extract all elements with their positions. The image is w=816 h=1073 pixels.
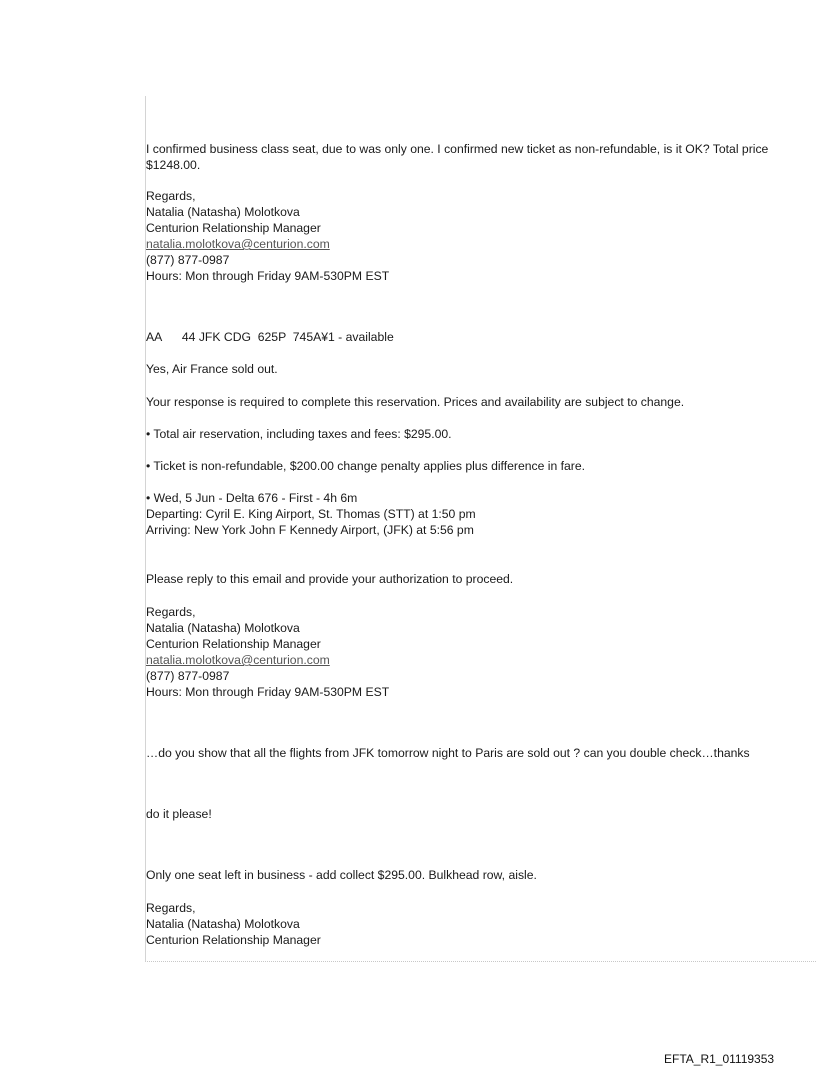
signature-2-email-link[interactable]: natalia.molotkova@centurion.com <box>146 653 330 667</box>
signature-1-name: Natalia (Natasha) Molotkova <box>146 205 300 219</box>
signature-2-title: Centurion Relationship Manager <box>146 637 321 651</box>
sold-out-note: Yes, Air France sold out. <box>146 362 278 376</box>
signature-3-regards: Regards, <box>146 901 196 915</box>
confirmation-text-line-2: $1248.00. <box>146 158 201 172</box>
paris-flights-question: …do you show that all the flights from JFK tomorrow night to Paris are sold out ? can you double check…thanks <box>146 746 750 760</box>
signature-2-name: Natalia (Natasha) Molotkova <box>146 621 300 635</box>
one-seat-left-note: Only one seat left in business - add collect $295.00. Bulkhead row, aisle. <box>146 868 537 882</box>
bullet-ticket-terms: • Ticket is non-refundable, $200.00 change penalty applies plus difference in fare. <box>146 459 586 473</box>
signature-1-title: Centurion Relationship Manager <box>146 221 321 235</box>
signature-1-email-link[interactable]: natalia.molotkova@centurion.com <box>146 237 330 251</box>
do-it-reply: do it please! <box>146 807 212 821</box>
departing-details: Departing: Cyril E. King Airport, St. Thomas (STT) at 1:50 pm <box>146 507 476 521</box>
document-id-footer: EFTA_R1_01119353 <box>664 1052 775 1066</box>
signature-1-regards: Regards, <box>146 189 196 203</box>
signature-2-phone: (877) 877-0987 <box>146 669 230 683</box>
bullet-flight-details: • Wed, 5 Jun - Delta 676 - First - 4h 6m <box>146 491 358 505</box>
bullet-total-reservation: • Total air reservation, including taxes and fees: $295.00. <box>146 427 452 441</box>
arriving-details: Arriving: New York John F Kennedy Airport, (JFK) at 5:56 pm <box>146 523 474 537</box>
flight-availability-line: AA 44 JFK CDG 625P 745A¥1 - available <box>146 330 394 344</box>
confirmation-text-line-1: I confirmed business class seat, due to was only one. I confirmed new ticket as non-refundable, is it OK? Total price <box>146 142 769 156</box>
signature-2-regards: Regards, <box>146 605 196 619</box>
authorization-request: Please reply to this email and provide your authorization to proceed. <box>146 572 514 586</box>
signature-1-phone: (877) 877-0987 <box>146 253 230 267</box>
signature-3-title: Centurion Relationship Manager <box>146 933 321 947</box>
signature-2-hours: Hours: Mon through Friday 9AM-530PM EST <box>146 685 390 699</box>
signature-1-hours: Hours: Mon through Friday 9AM-530PM EST <box>146 269 390 283</box>
response-required-text: Your response is required to complete this reservation. Prices and availability are subject to change. <box>146 395 685 409</box>
signature-3-name: Natalia (Natasha) Molotkova <box>146 917 300 931</box>
